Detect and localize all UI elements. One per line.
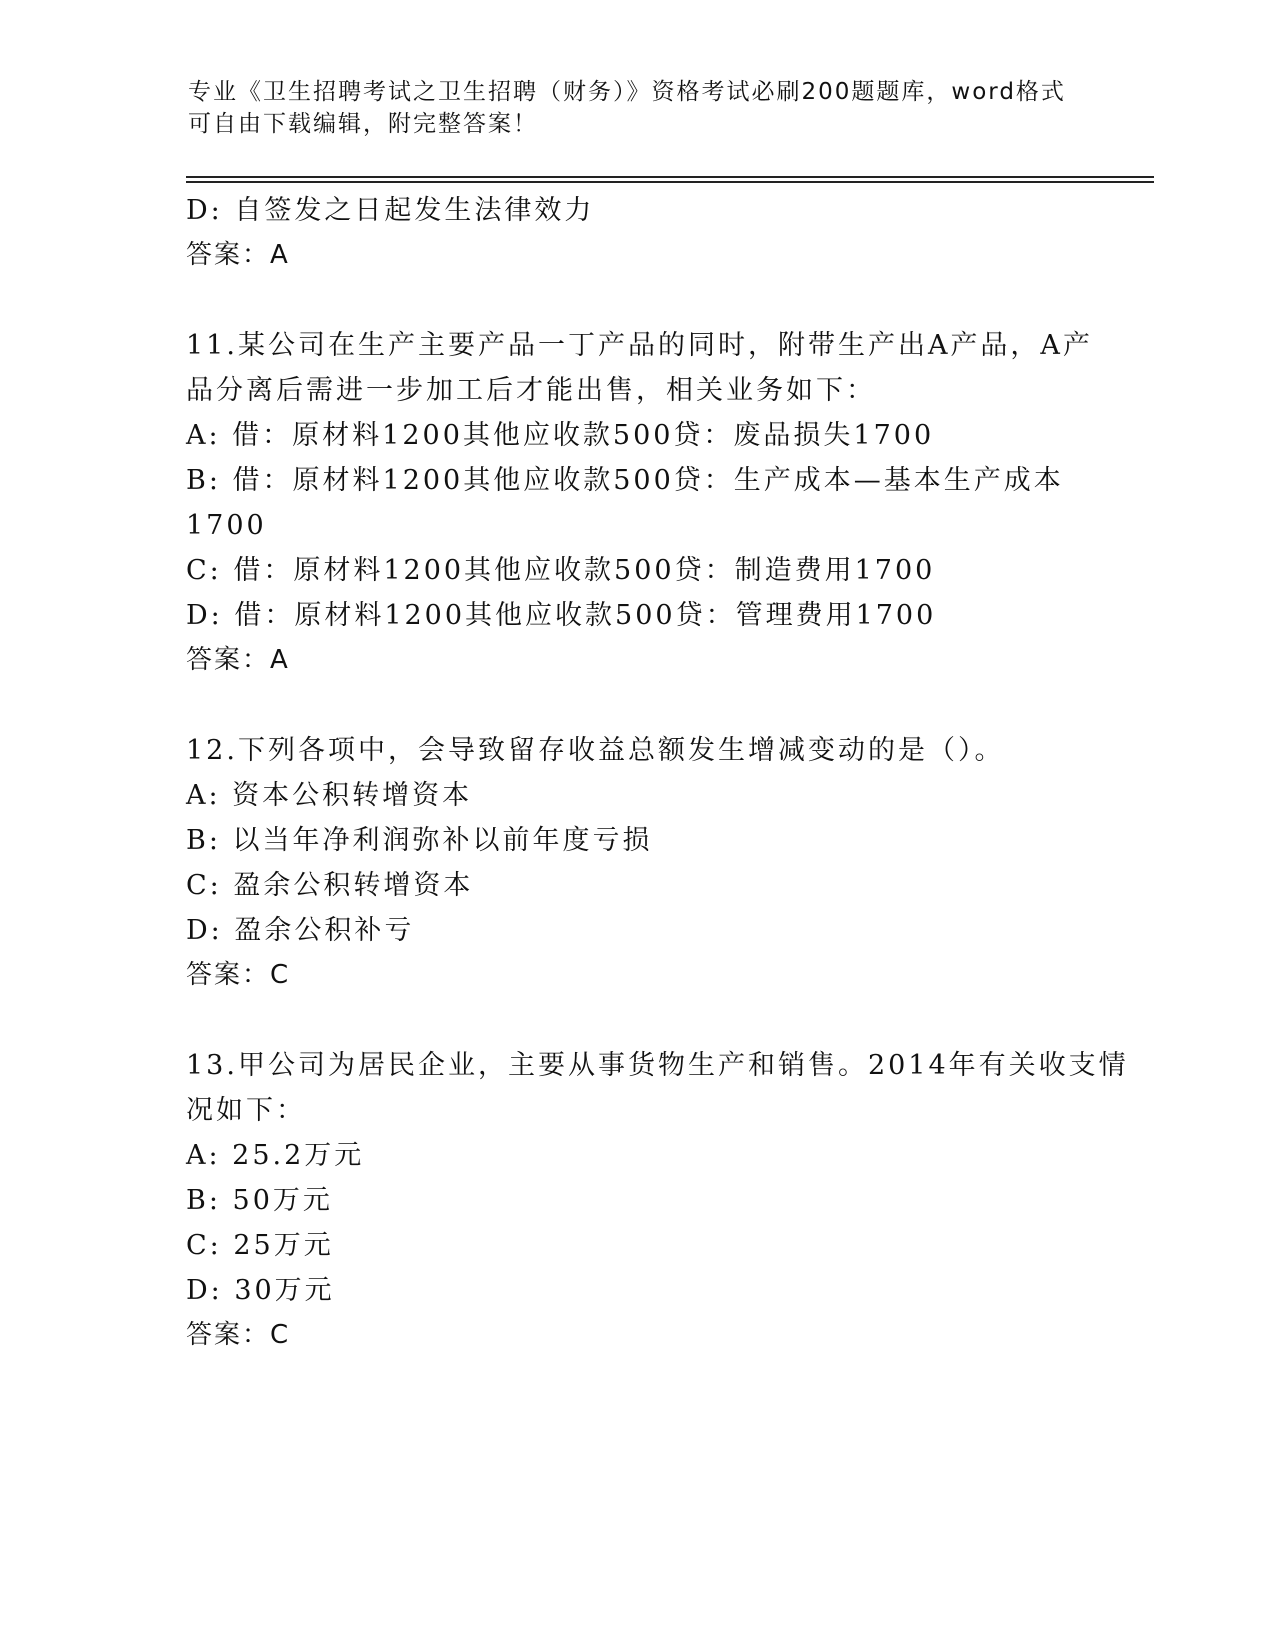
option-c: C: 盈余公积转增资本 <box>186 870 474 901</box>
option-a: A: 25.2万元 <box>186 1140 365 1171</box>
answer-line: 答案：A <box>186 645 290 675</box>
header-title-line-1: 专业《卫生招聘考试之卫生招聘（财务）》资格考试必刷200题题库，word格式 <box>188 79 1066 105</box>
option-d: D: 自签发之日起发生法律效力 <box>186 195 595 226</box>
question-stem-line-2: 品分离后需进一步加工后才能出售，相关业务如下： <box>186 375 876 406</box>
header-title-line-2: 可自由下载编辑，附完整答案！ <box>188 111 538 137</box>
previous-question-tail <box>186 188 1086 278</box>
option-a: A: 借：原材料1200其他应收款500贷：废品损失1700 <box>186 420 935 451</box>
option-b: B: 以当年净利润弥补以前年度亏损 <box>186 825 653 856</box>
spacer <box>186 998 1086 1043</box>
question-stem-line-2: 况如下： <box>186 1095 306 1126</box>
question-stem-line-1: 12.下列各项中，会导致留存收益总额发生增减变动的是（）。 <box>186 735 1005 766</box>
option-a: A: 资本公积转增资本 <box>186 780 473 811</box>
option-b-line-2: 1700 <box>186 510 267 541</box>
question-11 <box>186 323 1093 683</box>
document-header <box>188 76 1068 140</box>
question-stem-line-1: 11.某公司在生产主要产品一丁产品的同时，附带生产出A产品，A产 <box>186 330 1093 361</box>
question-13 <box>186 1043 1129 1358</box>
answer-line: 答案：A <box>186 240 290 270</box>
question-12 <box>186 728 1086 998</box>
option-d: D: 盈余公积补亏 <box>186 915 415 946</box>
header-divider-bottom <box>186 181 1154 183</box>
option-c: C: 借：原材料1200其他应收款500贷：制造费用1700 <box>186 555 936 586</box>
answer-line: 答案：C <box>186 1320 291 1350</box>
answer-line: 答案：C <box>186 960 291 990</box>
option-b: B: 50万元 <box>186 1185 333 1216</box>
question-list <box>186 188 1129 1358</box>
spacer <box>186 683 1086 728</box>
option-c: C: 25万元 <box>186 1230 334 1261</box>
spacer <box>186 278 1086 323</box>
question-stem-line-1: 13.甲公司为居民企业，主要从事货物生产和销售。2014年有关收支情 <box>186 1050 1129 1081</box>
option-d: D: 借：原材料1200其他应收款500贷：管理费用1700 <box>186 600 937 631</box>
option-d: D: 30万元 <box>186 1275 335 1306</box>
header-divider-top <box>186 176 1154 178</box>
option-b-line-1: B: 借：原材料1200其他应收款500贷：生产成本—基本生产成本 <box>186 465 1064 496</box>
